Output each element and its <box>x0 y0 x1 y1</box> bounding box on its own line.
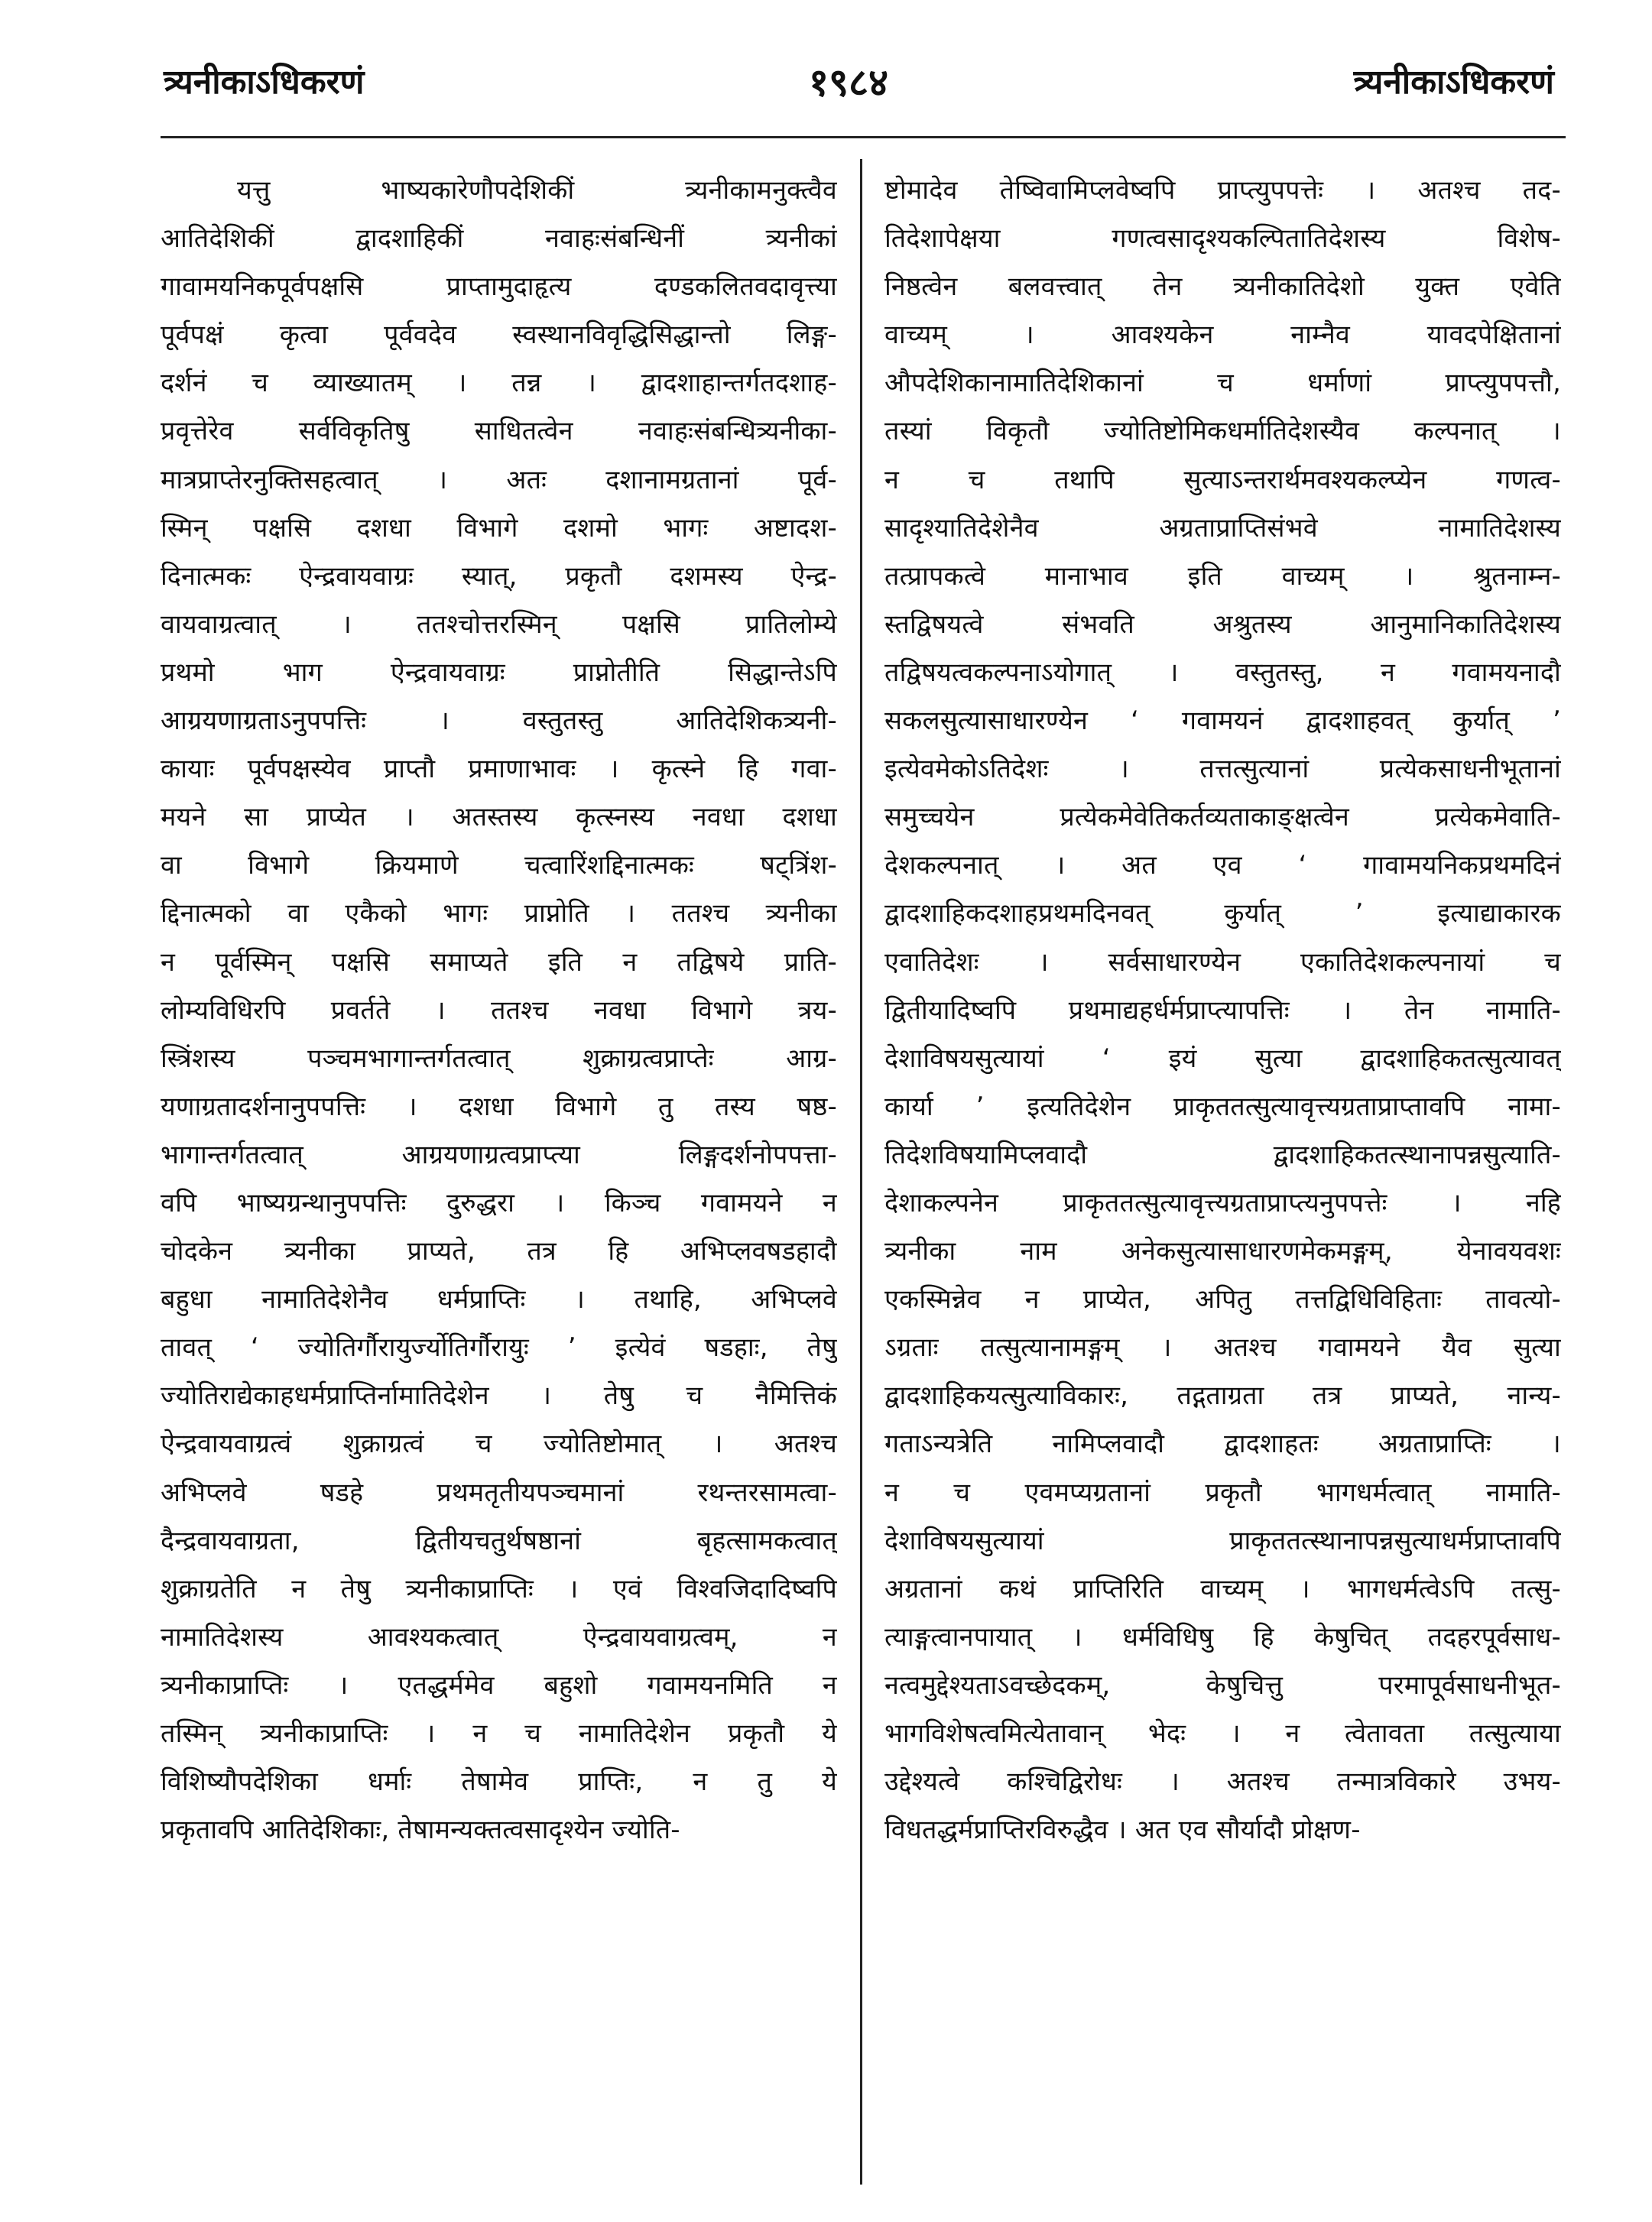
text-line: गताऽन्यत्रेति नामिप्लवादौ द्वादशाहतः अग्रताप्राप्तिः । <box>884 1429 1561 1460</box>
text-line: वपि भाष्यग्रन्थानुपपत्तिः दुरुद्धरा । किञ्च गवामयने न <box>161 1187 837 1218</box>
text-line: मयने सा प्राप्येत । अतस्तस्य कृत्स्नस्य नवधा दशधा <box>161 802 837 833</box>
text-line: ऽग्रताः तत्सुत्यानामङ्गम् । अतश्च गवामयने यैव सुत्या <box>884 1332 1561 1364</box>
text-line: प्रकृतावपि आतिदेशिकाः, तेषामन्यक्तत्वसादृश्येन ज्योति- <box>161 1815 680 1846</box>
text-line: यणाग्रतादर्शनानुपपत्तिः । दशधा विभागे तु तस्य षष्ठ- <box>161 1091 837 1122</box>
text-line: वा विभागे क्रियमाणे चत्वारिंशद्दिनात्मकः षट्त्रिंश- <box>161 850 837 881</box>
text-line: प्रथमो भाग ऐन्द्रवायवाग्रः प्राप्नोतीति सिद्धान्तेऽपि <box>161 657 837 688</box>
text-line: कार्या ’ इत्यतिदेशेन प्राकृततत्सुत्यावृत्त्यग्रताप्राप्तावपि नामा- <box>884 1091 1561 1122</box>
text-line: मात्रप्राप्तेरनुक्तिसहत्वात् । अतः दशानामग्रतानां पूर्व- <box>161 464 837 495</box>
text-line: बहुधा नामातिदेशेनैव धर्मप्राप्तिः । तथाहि, अभिप्लवे <box>161 1284 837 1315</box>
text-line: द्वादशाहिकदशाहप्रथमदिनवत् कुर्यात् ’ इत्याद्याकारक <box>884 898 1561 929</box>
text-line: यत्तु भाष्यकारेणौपदेशिकीं त्र्यनीकामनुक्त्वैव <box>237 175 837 206</box>
text-line: द्वितीयादिष्वपि प्रथमाद्यहर्धर्मप्राप्त्यापत्तिः । तेन नामाति- <box>884 994 1561 1026</box>
text-line: पूर्वपक्षं कृत्वा पूर्ववदेव स्वस्थानविवृद्धिसिद्धान्तो लिङ्ग- <box>161 320 837 351</box>
text-line: निष्ठत्वेन बलवत्त्वात् तेन त्र्यनीकातिदेशो युक्त एवेति <box>884 271 1561 303</box>
text-line: द्दिनात्मको वा एकैको भागः प्राप्नोति । ततश्च त्र्यनीका <box>161 898 837 929</box>
text-line: भागविशेषत्वमित्येतावान् भेदः । न त्वेतावता तत्सुत्याया <box>884 1718 1561 1749</box>
text-line: लोम्यविधिरपि प्रवर्तते । ततश्च नवधा विभागे त्रय- <box>161 994 837 1026</box>
text-line: दिनात्मकः ऐन्द्रवायवाग्रः स्यात्, प्रकृतौ दशमस्य ऐन्द्र- <box>161 560 837 592</box>
text-line: ज्योतिराद्येकाहधर्मप्राप्तिर्नामातिदेशेन । तेषु च नैमित्तिकं <box>161 1380 837 1412</box>
text-line: तस्यां विकृतौ ज्योतिष्टोमिकधर्मातिदेशस्यैव कल्पनात् । <box>884 416 1561 447</box>
text-line: दर्शनं च व्याख्यातम् । तन्न । द्वादशाहान्तर्गतदशाह- <box>161 368 837 399</box>
text-line: त्र्यनीकाप्राप्तिः । एतद्धर्ममेव बहुशो गवामयनमिति न <box>161 1669 837 1701</box>
text-line: नत्वमुद्देश्यताऽवच्छेदकम्, केषुचित्तु परमापूर्वसाधनीभूत- <box>884 1669 1561 1701</box>
text-line: न पूर्वस्मिन् पक्षसि समाप्यते इति न तद्विषये प्राति- <box>161 946 837 978</box>
text-line: उद्देश्यत्वे कश्चिद्विरोधः । अतश्च तन्मात्रविकारे उभय- <box>884 1766 1561 1798</box>
text-line: एकस्मिन्नेव न प्राप्येत, अपितु तत्तद्विधिविहिताः तावत्यो- <box>884 1284 1561 1315</box>
text-line: आतिदेशिकीं द्वादशाहिकीं नवाहःसंबन्धिनीं त्र्यनीकां <box>161 223 837 255</box>
text-line: गावामयनिकपूर्वपक्षसि प्राप्तामुदाहृत्य दण्डकलितवदावृत्त्या <box>161 271 837 303</box>
text-line: भागान्तर्गतत्वात् आग्रयणाग्रत्वप्राप्त्या लिङ्गदर्शनोपपत्ता- <box>161 1139 837 1170</box>
text-line: तद्विषयत्वकल्पनाऽयोगात् । वस्तुतस्तु, न गवामयनादौ <box>884 657 1561 688</box>
text-line: देशाविषयसुत्यायां ‘ इयं सुत्या द्वादशाहिकतत्सुत्यावत् <box>884 1043 1561 1074</box>
page-number: १९८४ <box>809 60 888 105</box>
text-line: विशिष्यौपदेशिका धर्माः तेषामेव प्राप्तिः, न तु ये <box>161 1766 837 1798</box>
text-line: प्रवृत्तेरेव सर्वविकृतिषु साधितत्वेन नवाहःसंबन्धित्र्यनीका- <box>161 416 837 447</box>
text-line: चोदकेन त्र्यनीका प्राप्यते, तत्र हि अभिप्लवषडहादौ <box>161 1236 837 1267</box>
text-line: सादृश्यातिदेशेनैव अग्रताप्राप्तिसंभवे नामातिदेशस्य <box>884 512 1561 543</box>
text-line: देशाकल्पनेन प्राकृततत्सुत्यावृत्त्यग्रताप्राप्त्यनुपपत्तेः । नहि <box>884 1187 1561 1218</box>
text-line: समुच्चयेन प्रत्येकमेवेतिकर्तव्यताकाङ्क्षत्वेन प्रत्येकमेवाति- <box>884 802 1561 833</box>
text-line: वायवाग्रत्वात् । ततश्चोत्तरस्मिन् पक्षसि प्रातिलोम्ये <box>161 608 837 640</box>
header-rule <box>161 136 1566 138</box>
text-line: अभिप्लवे षडहे प्रथमतृतीयपञ्चमानां रथन्तरसामत्वा- <box>161 1477 837 1508</box>
text-line: एवातिदेशः । सर्वसाधारण्येन एकातिदेशकल्पनायां च <box>884 946 1561 978</box>
text-line: अग्रतानां कथं प्राप्तिरिति वाच्यम् । भागधर्मत्वेऽपि तत्सु- <box>884 1573 1561 1604</box>
text-line: देशाविषयसुत्यायां प्राकृततत्स्थानापन्नसुत्याधर्मप्राप्तावपि <box>884 1525 1561 1556</box>
text-line: तावत् ‘ ज्योतिर्गौरायुर्ज्योतिर्गौरायुः ’ इत्येवं षडहाः, तेषु <box>161 1332 837 1364</box>
text-line: सकलसुत्यासाधारण्येन ‘ गवामयनं द्वादशाहवत् कुर्यात् ’ <box>884 706 1561 737</box>
text-line: इत्येवमेकोऽतिदेशः । तत्तत्सुत्यानां प्रत्येकसाधनीभूतानां <box>884 754 1561 785</box>
text-line: नामातिदेशस्य आवश्यकत्वात् ऐन्द्रवायवाग्रत्वम्, न <box>161 1621 837 1653</box>
text-line: ऐन्द्रवायवाग्रत्वं शुक्राग्रत्वं च ज्योतिष्टोमात् । अतश्च <box>161 1429 837 1460</box>
running-head-left: त्र्यनीकाऽधिकरणं <box>164 63 365 102</box>
text-line: शुक्राग्रतेति न तेषु त्र्यनीकाप्राप्तिः । एवं विश्वजिदादिष्वपि <box>161 1573 837 1604</box>
text-line: स्तद्विषयत्वे संभवति अश्रुतस्य आनुमानिकातिदेशस्य <box>884 608 1561 640</box>
text-line: आग्रयणाग्रताऽनुपपत्तिः । वस्तुतस्तु आतिदेशिकत्र्यनी- <box>161 706 837 737</box>
text-line: त्र्यनीका नाम अनेकसुत्यासाधारणमेकमङ्गम्, येनावयवशः <box>884 1236 1561 1267</box>
text-line: न च एवमप्यग्रतानां प्रकृतौ भागधर्मत्वात् नामाति- <box>884 1477 1561 1508</box>
text-line: तस्मिन् त्र्यनीकाप्राप्तिः । न च नामातिदेशेन प्रकृतौ ये <box>161 1718 837 1749</box>
text-line: स्मिन् पक्षसि दशधा विभागे दशमो भागः अष्टादश- <box>161 512 837 543</box>
text-line: कायाः पूर्वपक्षस्येव प्राप्तौ प्रमाणाभावः । कृत्स्ने हि गवा- <box>161 754 837 785</box>
text-line: तत्प्रापकत्वे मानाभाव इति वाच्यम् । श्रुतनाम्न- <box>884 560 1561 592</box>
right-column <box>884 167 1561 1854</box>
text-line: दैन्द्रवायवाग्रता, द्वितीयचतुर्थषष्ठानां बृहत्सामकत्वात् <box>161 1525 837 1556</box>
text-line: न च तथापि सुत्याऽन्तरार्थमवश्यकल्प्येन गणत्व- <box>884 464 1561 495</box>
text-line: औपदेशिकानामातिदेशिकानां च धर्माणां प्राप्त्युपपत्तौ, <box>884 368 1561 399</box>
left-column <box>161 167 837 1854</box>
text-line: त्याङ्गत्वानपायात् । धर्मविधिषु हि केषुचित् तदहरपूर्वसाध- <box>884 1621 1561 1653</box>
text-line: तिदेशविषयामिप्लवादौ द्वादशाहिकतत्स्थानापन्नसुत्याति- <box>884 1139 1561 1170</box>
text-line: तिदेशापेक्षया गणत्वसादृश्यकल्पितातिदेशस्य विशेष- <box>884 223 1561 255</box>
text-line: स्त्रिंशस्य पञ्चमभागान्तर्गतत्वात् शुक्राग्रत्वप्राप्तेः आग्र- <box>161 1043 837 1074</box>
text-line: देशकल्पनात् । अत एव ‘ गावामयनिकप्रथमदिनं <box>884 850 1561 881</box>
text-line: विधतद्धर्मप्राप्तिरविरुद्धैव । अत एव सौर्यादौ प्रोक्षण- <box>884 1815 1361 1846</box>
text-line: ष्टोमादेव तेष्विवामिप्लवेष्वपि प्राप्त्युपपत्तेः । अतश्च तद- <box>884 175 1561 206</box>
column-divider <box>860 159 862 2185</box>
running-head-right: त्र्यनीकाऽधिकरणं <box>1353 63 1554 102</box>
text-line: द्वादशाहिकयत्सुत्याविकारः, तद्गताग्रता तत्र प्राप्यते, नान्य- <box>884 1380 1561 1412</box>
text-line: वाच्यम् । आवश्यकेन नाम्नैव यावदपेक्षितानां <box>884 320 1561 351</box>
